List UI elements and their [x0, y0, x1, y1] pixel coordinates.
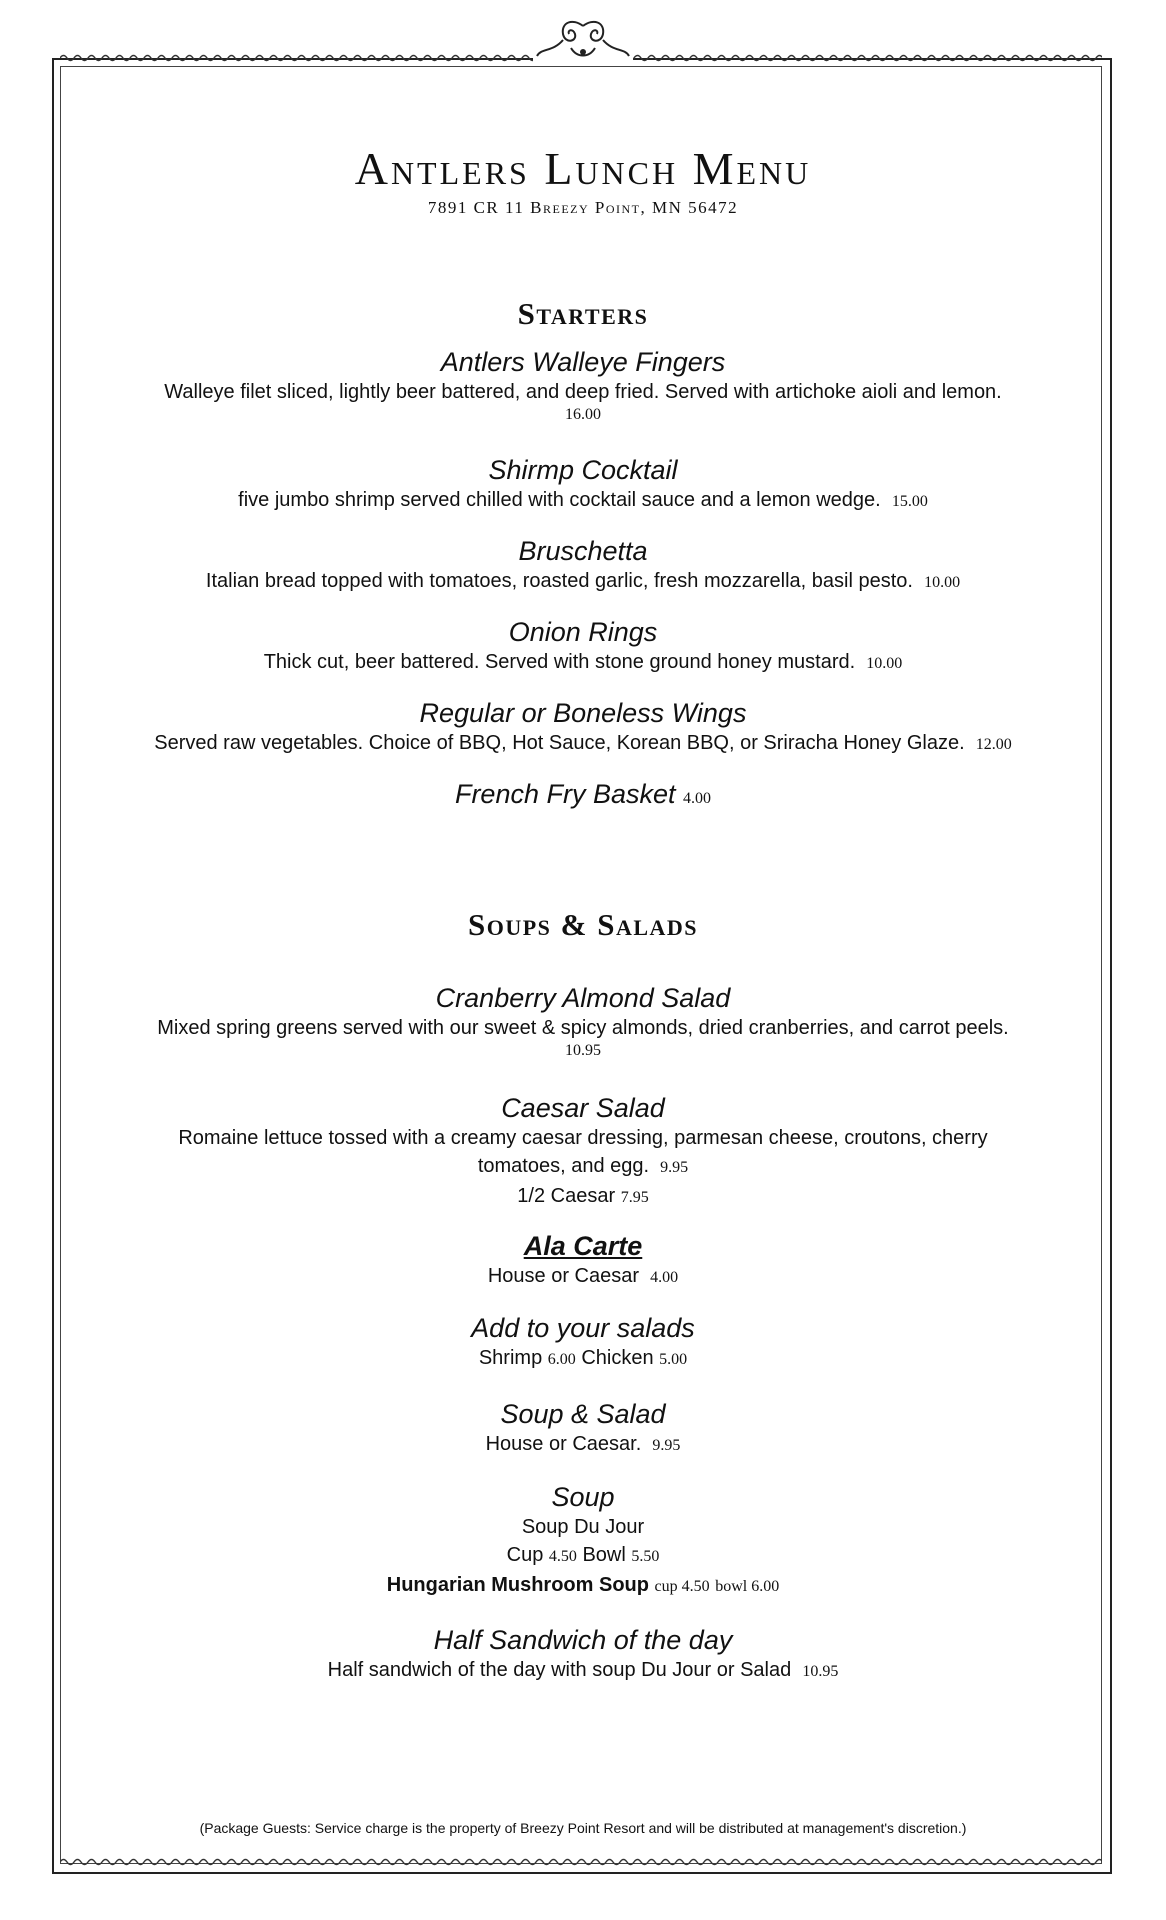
item-description: Italian bread topped with tomatoes, roasted garlic, fresh mozzarella, basil pesto. [205, 570, 913, 592]
menu-item [70, 346, 1096, 424]
bowl-price: 5.50 [631, 1548, 660, 1565]
item-description: Served raw vegetables. Choice of BBQ, Hot Sauce, Korean BBQ, or Sriracha Honey Glaze. [154, 732, 965, 754]
item-price: 10.95 [565, 1042, 601, 1059]
item-price: 4.00 [650, 1269, 679, 1286]
menu-item [70, 1624, 1096, 1686]
addon-shrimp-label: Shrimp [478, 1347, 543, 1369]
soup-du-jour: Soup Du Jour [521, 1516, 645, 1538]
item-price: 15.00 [891, 493, 928, 510]
item-description: tomatoes, and egg. [477, 1155, 650, 1177]
item-description: Romaine lettuce tossed with a creamy caesar dressing, parmesan cheese, croutons, cherry [178, 1127, 988, 1149]
menu-item [70, 1092, 1096, 1212]
special-soup-bowl: bowl 6.00 [715, 1578, 780, 1595]
item-name: Soup [551, 1482, 615, 1512]
address: 7891 CR 11 Breezy Point, MN 56472 [427, 198, 739, 217]
item-name: Soup & Salad [500, 1399, 666, 1429]
item-description: Mixed spring greens served with our sweet & spicy almonds, dried cranberries, and carrot peels. [157, 1017, 1009, 1039]
half-caesar-price: 7.95 [620, 1189, 649, 1206]
section-heading-soups-salads: Soups & Salads [467, 907, 699, 942]
item-price: 4.00 [683, 790, 712, 807]
menu-item [70, 982, 1096, 1060]
page-title: Antlers Lunch Menu [354, 143, 812, 194]
item-name: Bruschetta [518, 536, 648, 566]
item-name: Onion Rings [508, 617, 658, 647]
item-name: Shirmp Cocktail [488, 455, 678, 485]
item-name: Caesar Salad [501, 1093, 665, 1123]
item-name: Ala Carte [523, 1231, 643, 1261]
footer-note: (Package Guests: Service charge is the property of Breezy Point Resort and will be distributed at management's discretion.) [199, 1820, 967, 1836]
item-price: 10.00 [924, 574, 961, 591]
item-price: 12.00 [975, 736, 1012, 753]
half-caesar-label: 1/2 Caesar [517, 1185, 616, 1207]
item-description: Thick cut, beer battered. Served with stone ground honey mustard. [263, 651, 856, 673]
item-name: French Fry Basket [454, 779, 676, 809]
item-description: House or Caesar. [485, 1433, 642, 1455]
item-name: Antlers Walleye Fingers [440, 347, 726, 377]
addon-chicken-label: Chicken [581, 1347, 654, 1369]
item-description: five jumbo shrimp served chilled with cocktail sauce and a lemon wedge. [238, 489, 881, 511]
menu-item [70, 1481, 1096, 1601]
menu-item [70, 1230, 1096, 1292]
bowl-label: Bowl [582, 1544, 626, 1566]
item-description: Walleye filet sliced, lightly beer battered, and deep fried. Served with artichoke aioli and lemon. [164, 381, 1002, 403]
item-price: 9.95 [660, 1159, 689, 1176]
menu-item [70, 535, 1096, 597]
addon-chicken-price: 5.00 [659, 1351, 688, 1368]
menu-item [70, 454, 1096, 516]
item-name: Half Sandwich of the day [433, 1625, 733, 1655]
item-price: 10.00 [866, 655, 903, 672]
special-soup-cup: cup 4.50 [654, 1578, 710, 1595]
scroll-ornament-icon [533, 18, 633, 62]
addon-shrimp-price: 6.00 [547, 1351, 576, 1368]
special-soup-name: Hungarian Mushroom Soup [386, 1574, 649, 1596]
menu-item [70, 778, 1096, 815]
cup-label: Cup [506, 1544, 544, 1566]
item-price: 16.00 [565, 406, 601, 423]
item-price: 9.95 [652, 1437, 681, 1454]
item-price: 10.95 [802, 1663, 839, 1680]
menu-item [70, 616, 1096, 678]
item-description: House or Caesar [487, 1265, 640, 1287]
item-name: Cranberry Almond Salad [435, 983, 731, 1013]
section-heading-starters: Starters [517, 296, 649, 331]
item-name: Regular or Boneless Wings [419, 698, 747, 728]
menu-item [70, 697, 1096, 759]
bottom-wave-border [60, 1856, 1102, 1868]
cup-price: 4.50 [548, 1548, 577, 1565]
item-name: Add to your salads [471, 1313, 695, 1343]
menu-item [70, 1312, 1096, 1374]
item-description: Half sandwich of the day with soup Du Jour or Salad [327, 1659, 792, 1681]
menu-item [70, 1398, 1096, 1460]
